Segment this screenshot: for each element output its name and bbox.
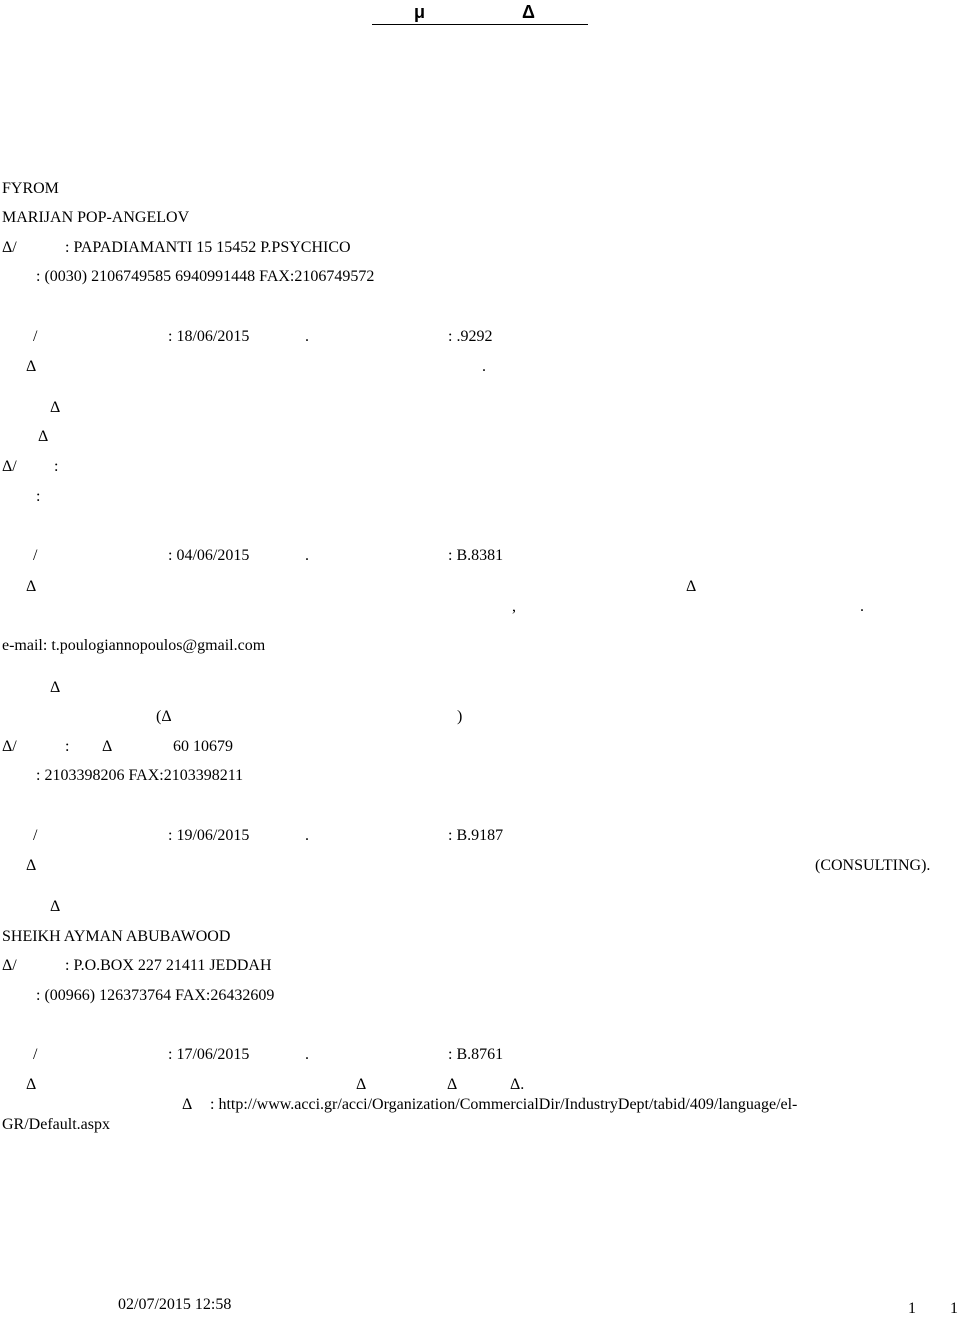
date-label: / (33, 328, 38, 345)
address-label: Δ/ (2, 957, 17, 974)
desc-delta-2: Δ (356, 1076, 367, 1093)
address-label: Δ/ (2, 458, 17, 475)
desc-delta: Δ (26, 857, 37, 874)
address-value: : P.O.BOX 227 21411 JEDDAH (65, 957, 272, 974)
date-dot: . (305, 328, 309, 345)
date-dot: . (305, 547, 309, 564)
date-value: : 18/06/2015 (168, 328, 250, 345)
desc-delta-1: Δ (26, 1076, 37, 1093)
date-value: : 04/06/2015 (168, 547, 250, 564)
date-dot: . (305, 827, 309, 844)
address-label: Δ/ (2, 738, 17, 755)
phone-value: : (36, 488, 41, 505)
desc-delta-1: Δ (26, 578, 37, 595)
record-country: FYROM (2, 180, 59, 197)
url-line2: GR/Default.aspx (2, 1116, 110, 1133)
date-label: / (33, 547, 38, 564)
ref-value: : B.9187 (448, 827, 504, 844)
page-current: 1 (908, 1300, 916, 1317)
date-value: : 19/06/2015 (168, 827, 250, 844)
page-total: 1 (950, 1300, 958, 1317)
desc-delta-3: Δ (447, 1076, 458, 1093)
email-value: e-mail: t.poulogiannopoulos@gmail.com (2, 637, 266, 654)
record-person: SHEIKH AYMAN ABUBAWOOD (2, 928, 231, 945)
record-person: MARIJAN POP-ANGELOV (2, 209, 190, 226)
title-right: Δ (522, 2, 535, 22)
footer-timestamp: 02/07/2015 12:58 (118, 1296, 232, 1313)
record-line1-delta: Δ (50, 679, 61, 696)
desc-dot: . (482, 358, 486, 375)
address-value: : PAPADIAMANTI 15 15452 P.PSYCHICO (65, 239, 351, 256)
org-open: (Δ (156, 708, 172, 725)
phone-value: : (00966) 126373764 FAX:26432609 (36, 987, 275, 1004)
record-line1-delta: Δ (50, 399, 61, 416)
record-line1-delta: Δ (50, 898, 61, 915)
desc-delta: Δ (26, 358, 37, 375)
desc-comma: , (512, 598, 516, 615)
page-title (372, 2, 588, 25)
url-delta: Δ (182, 1096, 193, 1113)
date-value: : 17/06/2015 (168, 1046, 250, 1063)
date-label: / (33, 827, 38, 844)
record-line2-delta: Δ (38, 428, 49, 445)
address-value: 60 10679 (173, 738, 233, 755)
title-left: μ (414, 2, 426, 22)
ref-value: : .9292 (448, 328, 493, 345)
phone-value: : (0030) 2106749585 6940991448 FAX:2106749572 (36, 268, 375, 285)
date-dot: . (305, 1046, 309, 1063)
address-label: Δ/ (2, 239, 17, 256)
address-colon: : (65, 738, 70, 755)
desc-end: (CONSULTING). (815, 857, 931, 874)
date-label: / (33, 1046, 38, 1063)
ref-value: : B.8381 (448, 547, 504, 564)
address-value: : (54, 458, 59, 475)
desc-delta-4: Δ. (510, 1076, 525, 1093)
phone-value: : 2103398206 FAX:2103398211 (36, 767, 244, 784)
footer-page-number (908, 1300, 958, 1318)
ref-value: : B.8761 (448, 1046, 504, 1063)
desc-delta-2: Δ (686, 578, 697, 595)
desc-dot: . (860, 598, 864, 615)
url-line1: : http://www.acci.gr/acci/Organization/CommercialDir/IndustryDept/tabid/409/language/el- (210, 1096, 798, 1113)
address-delta: Δ (102, 738, 113, 755)
org-close: ) (457, 708, 463, 725)
